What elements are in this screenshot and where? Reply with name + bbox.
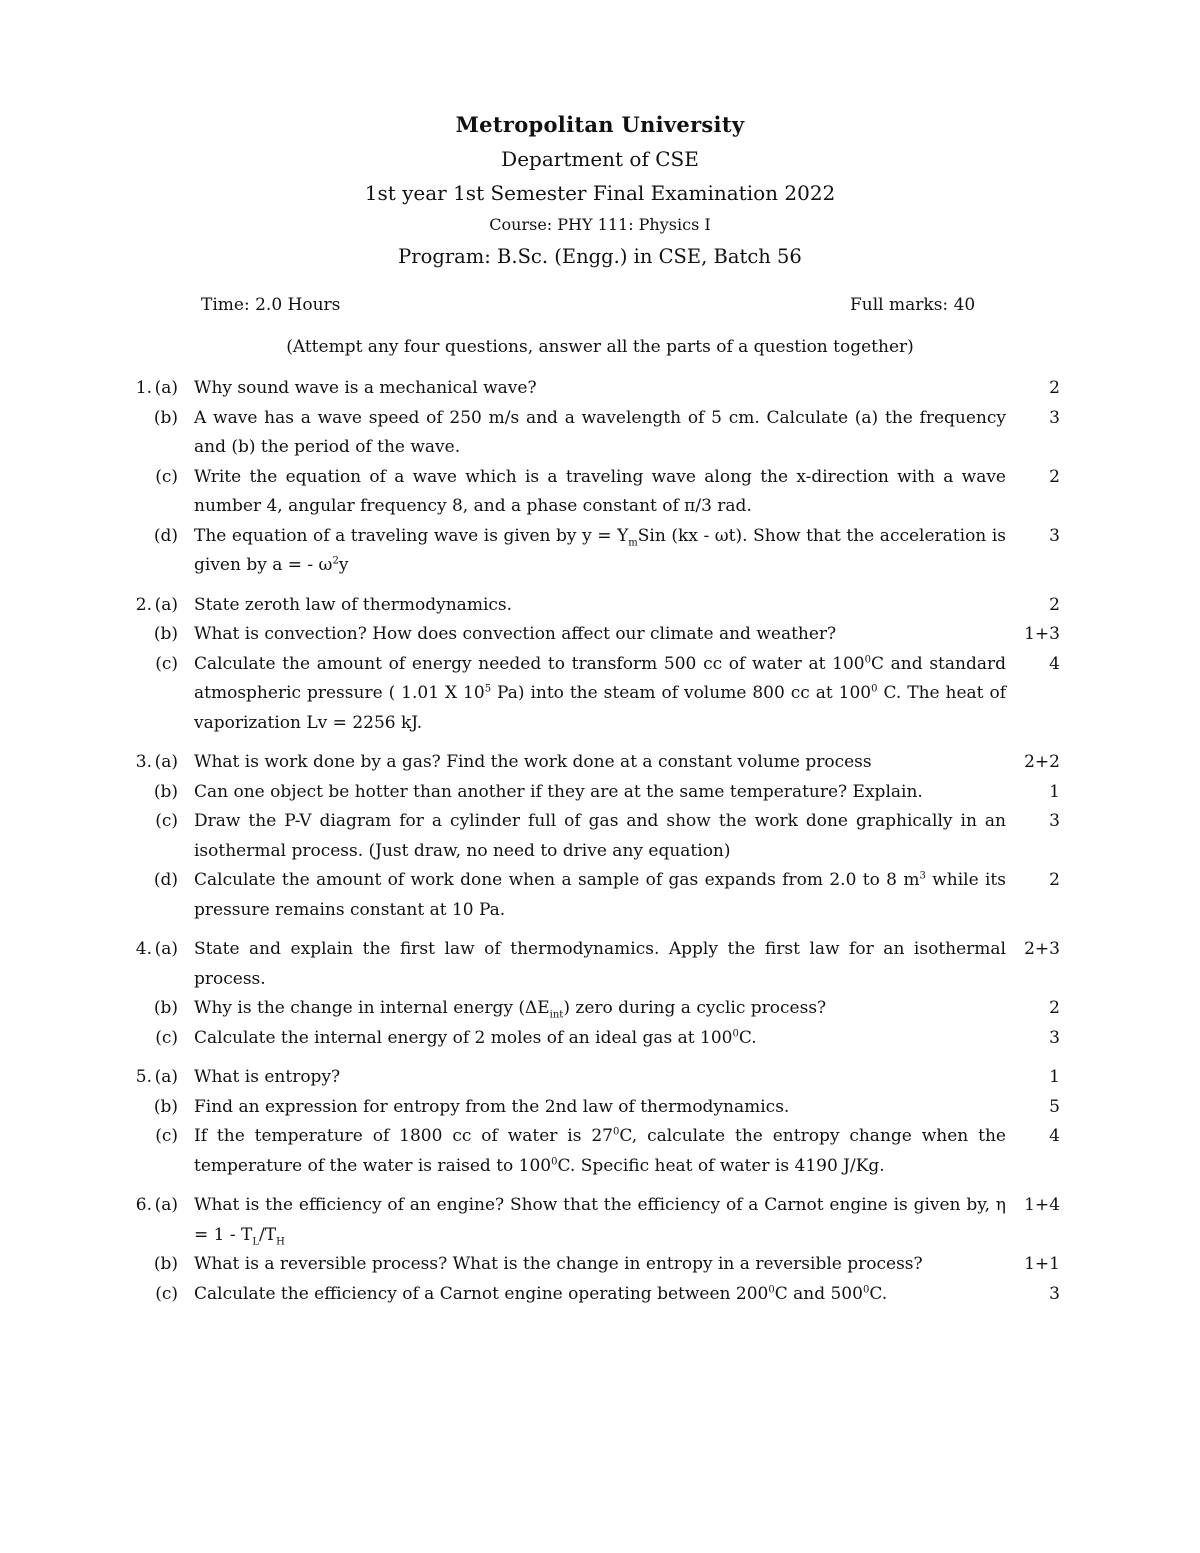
part-text: State zeroth law of thermodynamics.	[194, 594, 513, 615]
question-part	[0, 374, 1200, 404]
part-text: State and explain the first law of thermodynamics. Apply the first law for an isothermal process.	[194, 939, 1006, 989]
question-3	[0, 748, 1200, 925]
superscript: 5	[484, 683, 492, 695]
course-title: Course: PHY 111: Physics I	[489, 215, 711, 234]
question-list	[0, 374, 1200, 1319]
part-text	[194, 1191, 1006, 1250]
part-label: (a)	[154, 1195, 178, 1215]
part-text	[194, 650, 1006, 739]
text-segment: ) zero during a cyclic process?	[563, 998, 827, 1018]
question-part	[0, 778, 1200, 808]
part-marks: 3	[1049, 407, 1060, 428]
question-part	[0, 1122, 1200, 1181]
time-allowed	[201, 292, 340, 318]
text-segment: Why is the change in internal energy (ΔE	[194, 998, 550, 1018]
part-text: Can one object be hotter than another if they are at the same temperature? Explain.	[194, 781, 923, 802]
superscript: 0	[871, 683, 878, 695]
time-label: Time:	[201, 295, 250, 315]
question-number: 4.	[135, 939, 152, 959]
part-marks: 2	[1049, 594, 1060, 615]
question-number: 5.	[135, 1067, 152, 1087]
part-text	[194, 522, 1006, 581]
part-marks: 1	[1049, 781, 1060, 802]
part-label: (b)	[153, 781, 178, 802]
full-marks	[850, 292, 975, 318]
part-label: (a)	[154, 752, 178, 772]
question-part	[0, 404, 1200, 463]
text-segment: Calculate the amount of work done when a sample of gas expands from 2.0 to 8 m	[194, 870, 920, 890]
part-marks: 2	[1049, 998, 1060, 1018]
superscript: 0	[864, 653, 871, 665]
question-part	[0, 935, 1200, 994]
question-part	[0, 591, 1200, 621]
question-part	[0, 1063, 1200, 1093]
text-segment: C.	[869, 1283, 888, 1304]
question-number: 1.	[135, 378, 152, 398]
full-marks-value: 40	[953, 295, 976, 315]
part-marks: 3	[1049, 811, 1060, 831]
part-marks: 4	[1049, 1126, 1060, 1146]
part-label: (c)	[155, 1027, 178, 1048]
text-segment: Calculate the internal energy of 2 moles of an ideal gas at 100	[194, 1027, 733, 1048]
text-segment: C, calculate the entropy change when the temperature of the water is raised to 100	[194, 1126, 1006, 1176]
question-part	[0, 650, 1200, 739]
text-segment: y	[338, 555, 349, 575]
question-part	[0, 620, 1200, 650]
part-text	[194, 1024, 1006, 1054]
question-part	[0, 522, 1200, 581]
text-segment: /T	[259, 1224, 277, 1245]
part-text: What is a reversible process? What is the change in entropy in a reversible process?	[194, 1254, 923, 1274]
question-part	[0, 866, 1200, 925]
part-text	[194, 866, 1006, 925]
exam-title: 1st year 1st Semester Final Examination 2022	[364, 181, 836, 205]
superscript: 0	[862, 1283, 870, 1295]
part-marks: 2	[1049, 466, 1060, 487]
part-label: (b)	[153, 407, 178, 428]
question-number: 2.	[135, 594, 152, 615]
part-text: Write the equation of a wave which is a traveling wave along the x-direction with a wave number 4, angular frequency 8, and a phase constant of π/3 rad.	[194, 466, 1006, 516]
time-value: 2.0 Hours	[255, 295, 341, 315]
question-part	[0, 1191, 1200, 1250]
subscript: m	[628, 536, 638, 548]
superscript: 0	[613, 1126, 620, 1138]
part-marks: 1+4	[1024, 1195, 1060, 1215]
part-marks: 1	[1049, 1067, 1060, 1087]
program-title: Program: B.Sc. (Engg.) in CSE, Batch 56	[398, 245, 802, 268]
part-marks: 4	[1049, 653, 1060, 674]
part-marks: 2+3	[1024, 939, 1060, 959]
question-5	[0, 1063, 1200, 1181]
part-label: (b)	[153, 624, 178, 644]
part-text	[194, 1280, 1006, 1310]
subscript: H	[276, 1235, 285, 1247]
subscript: int	[549, 1009, 564, 1021]
text-segment: Sin (kx - ωt). Show that the acceleration is given by a = - ω	[194, 525, 1006, 575]
full-marks-label: Full marks:	[850, 295, 949, 315]
text-segment: C.	[738, 1027, 757, 1048]
part-label: (b)	[153, 1096, 178, 1117]
part-marks: 2	[1049, 378, 1060, 398]
question-part	[0, 748, 1200, 778]
part-text: What is entropy?	[194, 1067, 341, 1087]
question-number: 3.	[135, 752, 152, 772]
part-label: (b)	[153, 998, 178, 1018]
superscript: 2	[332, 555, 339, 567]
part-marks: 1+3	[1024, 624, 1060, 644]
text-segment: If the temperature of 1800 cc of water is 27	[194, 1126, 613, 1146]
question-part	[0, 1093, 1200, 1123]
question-4	[0, 935, 1200, 1053]
paper-header	[0, 108, 1200, 274]
text-segment: The equation of a traveling wave is given by y = Y	[194, 525, 629, 546]
question-6	[0, 1191, 1200, 1309]
part-marks: 5	[1049, 1096, 1060, 1117]
question-part	[0, 1280, 1200, 1310]
part-text: What is convection? How does convection affect our climate and weather?	[194, 624, 837, 644]
text-segment: C and standard atmospheric pressure ( 1.01 X 10	[194, 653, 1007, 703]
question-number: 6.	[135, 1195, 152, 1215]
part-label: (c)	[155, 811, 178, 831]
question-1	[0, 374, 1200, 581]
part-marks: 2	[1049, 870, 1060, 890]
part-label: (c)	[155, 1283, 178, 1304]
part-label: (c)	[155, 1126, 178, 1146]
text-segment: C. Specific heat of water is 4190 J/Kg.	[557, 1155, 885, 1176]
part-text	[194, 1122, 1006, 1181]
text-segment: C. The heat of vaporization Lv = 2256 kJ.	[194, 683, 1006, 733]
question-2	[0, 591, 1200, 739]
part-label: (a)	[154, 939, 178, 959]
part-marks: 3	[1049, 525, 1060, 546]
instructions: (Attempt any four questions, answer all the parts of a question together)	[286, 337, 914, 357]
text-segment: C and 500	[774, 1283, 863, 1304]
part-text: A wave has a wave speed of 250 m/s and a wavelength of 5 cm. Calculate (a) the frequency and (b) the period of the wave.	[194, 407, 1006, 457]
university-name: Metropolitan University	[455, 112, 745, 137]
question-part	[0, 1024, 1200, 1054]
text-segment: while its pressure remains constant at 10 Pa.	[194, 870, 1006, 920]
question-part	[0, 463, 1200, 522]
part-label: (d)	[153, 525, 178, 546]
text-segment: Calculate the efficiency of a Carnot engine operating between 200	[194, 1283, 769, 1304]
part-label: (b)	[153, 1254, 178, 1274]
part-text: Why sound wave is a mechanical wave?	[194, 378, 537, 398]
part-label: (a)	[154, 378, 178, 398]
part-label: (a)	[154, 594, 178, 615]
question-part	[0, 994, 1200, 1024]
part-marks: 1+1	[1024, 1254, 1060, 1274]
text-segment: Pa) into the steam of volume 800 cc at 100	[491, 683, 872, 703]
subscript: L	[252, 1235, 259, 1247]
superscript: 0	[551, 1155, 558, 1167]
department-name: Department of CSE	[501, 147, 699, 171]
part-label: (c)	[155, 466, 178, 487]
question-part	[0, 807, 1200, 866]
part-marks: 2+2	[1024, 752, 1060, 772]
part-text: Find an expression for entropy from the 2nd law of thermodynamics.	[194, 1096, 790, 1117]
superscript: 0	[768, 1283, 775, 1295]
text-segment: Calculate the amount of energy needed to transform 500 cc of water at 100	[194, 653, 865, 674]
part-label: (c)	[155, 653, 178, 674]
part-marks: 3	[1049, 1027, 1060, 1048]
part-text: Draw the P-V diagram for a cylinder full of gas and show the work done graphically in an isothermal process. (Just draw, no need to drive any equation)	[194, 811, 1006, 861]
superscript: 0	[732, 1027, 739, 1039]
superscript: 3	[919, 870, 926, 882]
part-marks: 3	[1049, 1283, 1060, 1304]
part-text: What is work done by a gas? Find the work done at a constant volume process	[194, 752, 872, 772]
question-part	[0, 1250, 1200, 1280]
part-label: (d)	[153, 870, 178, 890]
text-segment: What is the efficiency of an engine? Show that the efficiency of a Carnot engine is given by, η = 1 - T	[194, 1195, 1006, 1245]
part-text	[194, 994, 1006, 1024]
part-label: (a)	[154, 1067, 178, 1087]
